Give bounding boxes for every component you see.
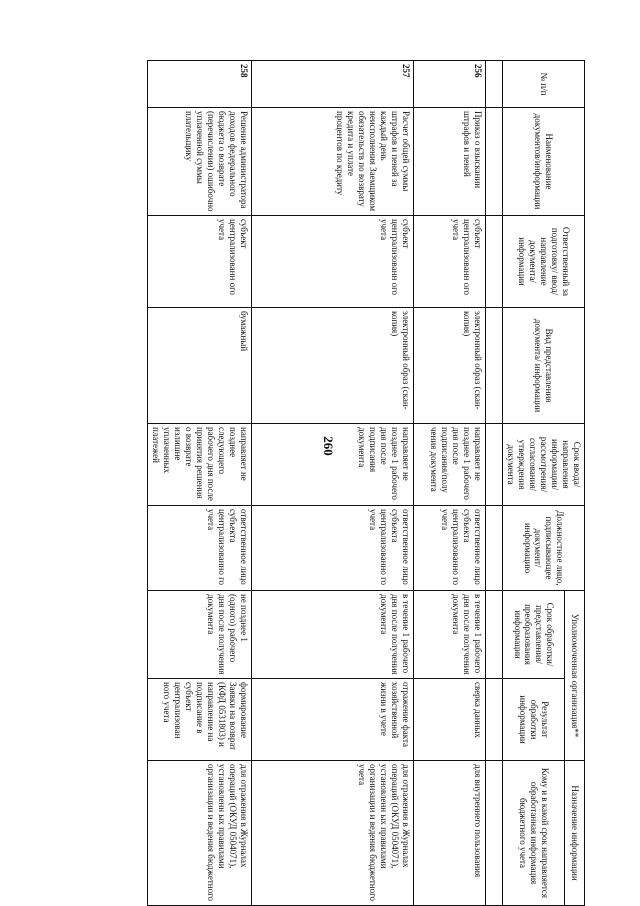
row-auth-deadline: в течение 1 рабочего дня после получения документа — [252, 591, 414, 679]
header-authorized-group: Уполномоченная организация** — [565, 591, 585, 761]
page-number: 260 — [320, 436, 336, 456]
row-responsible: субъект централизованн ого учета — [148, 216, 252, 308]
row-auth-result: сверка данных — [414, 679, 486, 761]
table-row — [252, 61, 414, 906]
spacer-row — [486, 61, 503, 906]
row-kind: электронный образ (скан-копия) — [252, 308, 414, 424]
row-name: Приказ о взыскании штрафов и пеней — [414, 108, 486, 216]
header-name: Наименование документов/информации — [503, 108, 585, 216]
row-kind: бумажный — [148, 308, 252, 424]
row-num: 256 — [414, 61, 486, 108]
row-official: ответственное лицо субъекта централизованно го учета — [414, 506, 486, 591]
row-purpose: для отражения в Журналах операций (ОКУД 0504071), установленн ых правилами организации и ведения бюджетного учета — [252, 761, 414, 906]
row-name: Решение администратора доходов федерального бюджета о возврате (перечислении) ошибочно уплаченной суммы плательщику — [148, 108, 252, 216]
documents-table — [147, 60, 585, 906]
row-kind: электронный образ (скан-копия) — [414, 308, 486, 424]
header-responsible: Ответственный за подготовку/ ввод/ направление документа/ информации — [503, 216, 585, 308]
header-deadline: Срок ввода/ направления информации/ рассмотрения/ согласования/ утверждения документа — [503, 424, 585, 506]
header-purpose-group: Назначение информации — [565, 761, 585, 906]
row-deadline: направляет не позднее следующего рабочего дня после принятия решения о возврате излишне уплаченных платежей — [148, 424, 252, 506]
row-deadline: направляет не позднее 1 рабочего дня после подписания документа — [252, 424, 414, 506]
row-purpose: для отражения в Журналах операций (ОКУД 0504071), установленн ых правилами организации и ведения бюджетного — [148, 761, 252, 906]
header-num: № п/п — [503, 61, 585, 108]
row-num: 258 — [148, 61, 252, 108]
table-row — [148, 61, 252, 906]
row-auth-deadline: в течение 1 рабочего дня после получения документа — [414, 591, 486, 679]
row-purpose: для внутреннего пользования — [414, 761, 486, 906]
header-auth-deadline: Срок обработки/ представления/ преобразования информации — [503, 591, 565, 679]
rotated-table-container — [151, 60, 585, 905]
table-row — [414, 61, 486, 906]
row-deadline: направляет не позднее 1 рабочего дня после подписания/полу чения документа — [414, 424, 486, 506]
row-official: ответственное лицо субъекта централизованно го учета — [252, 506, 414, 591]
row-auth-deadline: не позднее 1 (одного) рабочего дня после получения документа — [148, 591, 252, 679]
row-responsible: субъект централизованн ого учета — [252, 216, 414, 308]
row-official: ответственное лицо субъекта централизованно го учета — [148, 506, 252, 591]
row-auth-result: отражение факта хозяйственной жизни в учете — [252, 679, 414, 761]
row-name: Расчет общей суммы штрафов и пеней за каждый день неисполнения Заемщиком обязательств по возврату кредита и уплате процентов по кредиту — [252, 108, 414, 216]
header-official: Должностное лицо, подписывающее документ/ информацию — [503, 506, 585, 591]
row-auth-result: формирование Заявки на возврат (КФД 0531803) и направление на подписание в субъект централизован ного учета — [148, 679, 252, 761]
row-responsible: субъект централизованн ого учета — [414, 216, 486, 308]
header-auth-result: Результат обработки информации — [503, 679, 565, 761]
header-purpose: Кому и в какой срок направляется обработанная информация бюджетного учета — [503, 761, 565, 906]
row-num: 257 — [252, 61, 414, 108]
header-kind: Вид представления документа/ информации — [503, 308, 585, 424]
